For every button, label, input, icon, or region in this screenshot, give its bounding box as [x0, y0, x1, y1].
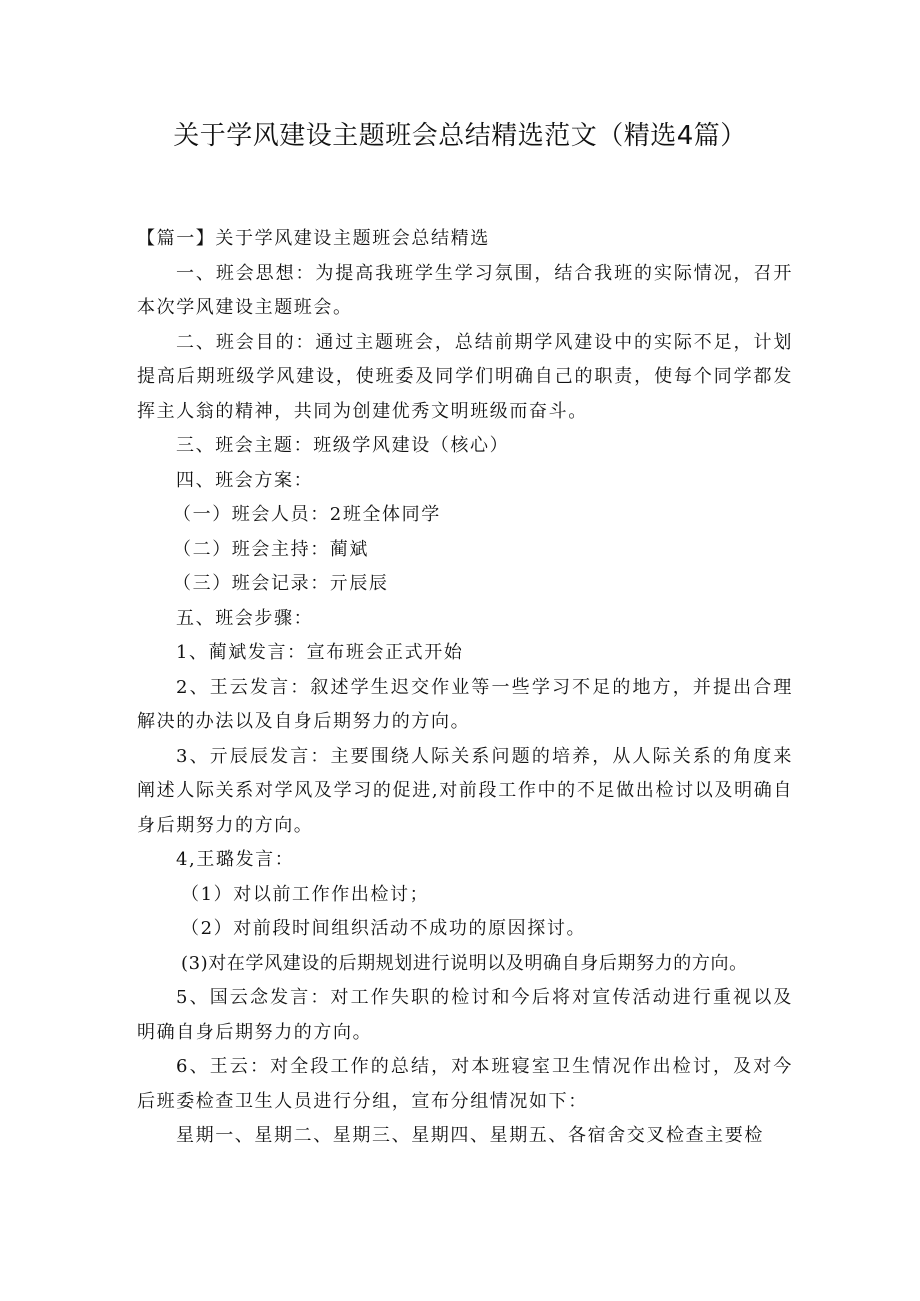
paragraph-schedule: 星期一、星期二、星期三、星期四、星期五、各宿舍交叉检查主要检 [176, 1125, 764, 1146]
paragraph-step-4-item-1: （1）对以前工作作出检讨； [181, 883, 430, 905]
paragraph-meeting-purpose: 二、班会目的：通过主题班会，总结前期学风建设中的实际不足，计划提高后期班级学风建设，使班委及同学们明确自己的职责，使每个同学都发挥主人翁的精神，共同为创建优秀文明班级而奋斗。 [137, 331, 793, 422]
section-heading: 【篇一】关于学风建设主题班会总结精选 [137, 228, 490, 249]
paragraph-step-6: 6、王云：对全段工作的总结，对本班寝室卫生情况作出检讨，及对今后班委检查卫生人员进行分组，宣布分组情况如下： [137, 1056, 793, 1112]
paragraph-meeting-steps: 五、班会步骤： [176, 607, 314, 629]
paragraph-step-1: 1、蔺斌发言：宣布班会正式开始 [176, 642, 464, 663]
document-title: 关于学风建设主题班会总结精选范文（精选4篇） [173, 121, 747, 151]
paragraph-host: （二）班会主持：蔺斌 [173, 538, 369, 560]
paragraph-participants: （一）班会人员：2班全体同学 [173, 504, 441, 525]
paragraph-step-3: 3、亓辰辰发言：主要围绕人际关系问题的培养，从人际关系的角度来阐述人际关系对学风及学习的促进,对前段工作中的不足做出检讨以及明确自身后期努力的方向。 [137, 745, 793, 836]
paragraph-step-4: 4,王璐发言： [176, 849, 295, 870]
paragraph-meeting-idea: 一、班会思想：为提高我班学生学习氛围，结合我班的实际情况，召开本次学风建设主题班会。 [137, 262, 793, 318]
paragraph-step-2: 2、王云发言：叙述学生迟交作业等一些学习不足的地方，并提出合理解决的办法以及自身后期努力的方向。 [137, 676, 793, 732]
paragraph-step-5: 5、国云念发言：对工作失职的检讨和今后将对宣传活动进行重视以及明确自身后期努力的方向。 [137, 987, 793, 1043]
paragraph-meeting-theme: 三、班会主题：班级学风建设（核心） [176, 435, 510, 456]
paragraph-meeting-plan: 四、班会方案： [176, 469, 314, 491]
paragraph-step-4-item-2: （2）对前段时间组织活动不成功的原因探讨。 [181, 918, 587, 939]
document-body [137, 222, 793, 1154]
paragraph-recorder: （三）班会记录：亓辰辰 [173, 573, 389, 594]
paragraph-step-4-item-3: (3)对在学风建设的后期规划进行说明以及明确自身后期努力的方向。 [181, 952, 748, 974]
